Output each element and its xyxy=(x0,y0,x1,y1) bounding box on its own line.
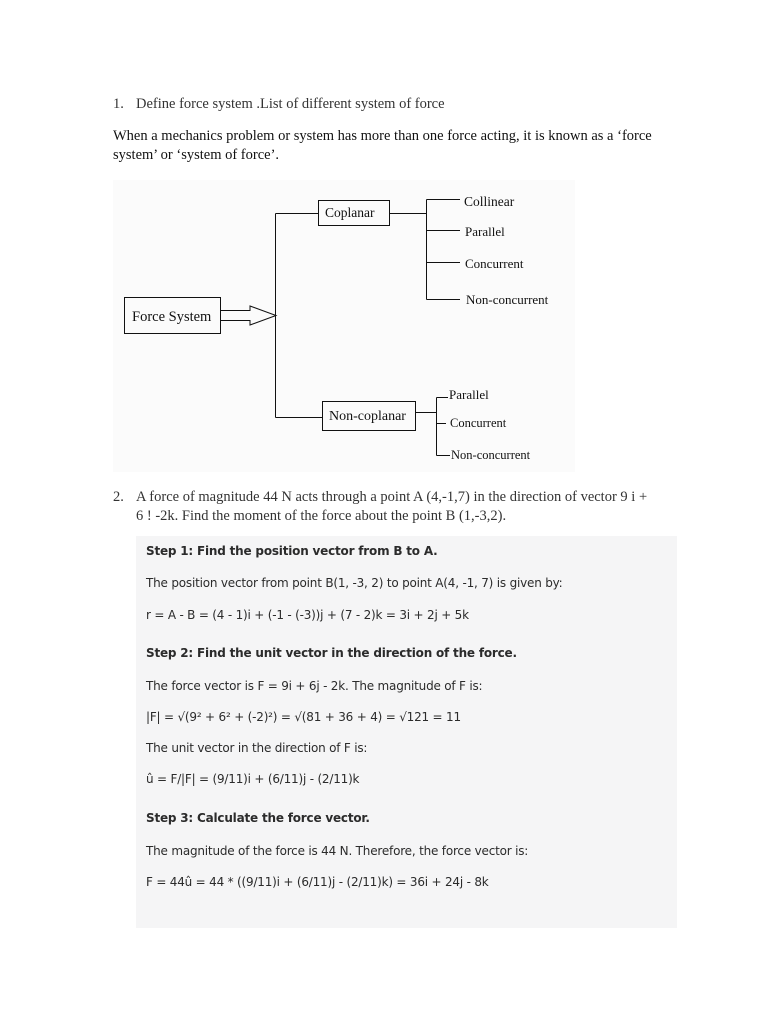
coplanar-item-parallel: Parallel xyxy=(465,224,505,239)
solution-background-strip xyxy=(586,536,677,928)
coplanar-item-concurrent: Concurrent xyxy=(465,256,524,271)
answer-1-line-1: When a mechanics problem or system has more than one force acting, it is known as a ‘force xyxy=(113,128,652,144)
noncoplanar-label: Non-coplanar xyxy=(329,409,406,424)
step-2-title: Step 2: Find the unit vector in the direction of the force. xyxy=(146,646,517,660)
step-1-title: Step 1: Find the position vector from B to A. xyxy=(146,544,438,558)
step-2-text-2: The unit vector in the direction of F is: xyxy=(146,741,368,755)
step-1-text: The position vector from point B(1, -3, 2) to point A(4, -1, 7) is given by: xyxy=(146,576,563,590)
step-2-text: The force vector is F = 9i + 6j - 2k. The magnitude of F is: xyxy=(146,679,483,693)
question-1-number: 1. xyxy=(113,96,124,112)
solution-block xyxy=(136,536,586,898)
coplanar-item-nonconcurrent: Non-concurrent xyxy=(466,292,549,307)
step-3-title: Step 3: Calculate the force vector. xyxy=(146,811,370,825)
question-1-title: Define force system .List of different system of force xyxy=(136,96,445,112)
step-3-equation: F = 44û = 44 * ((9/11)i + (6/11)j - (2/11)k) = 36i + 24j - 8k xyxy=(146,875,489,889)
step-2-equation: |F| = √(9² + 6² + (-2)²) = √(81 + 36 + 4) = √121 = 11 xyxy=(146,710,461,724)
question-2-line-2: 6 ! -2k. Find the moment of the force about the point B (1,-3,2). xyxy=(136,508,507,524)
coplanar-label: Coplanar xyxy=(325,205,375,220)
question-2-number: 2. xyxy=(113,489,124,505)
root-arrow xyxy=(221,306,277,325)
coplanar-item-collinear: Collinear xyxy=(464,194,515,209)
step-1-equation: r = A - B = (4 - 1)i + (-1 - (-3))j + (7 - 2)k = 3i + 2j + 5k xyxy=(146,608,469,622)
question-2-line-1: A force of magnitude 44 N acts through a point A (4,-1,7) in the direction of vector 9 i + xyxy=(136,489,648,505)
answer-1-line-2: system’ or ‘system of force’. xyxy=(113,147,280,163)
solution-background-bottom xyxy=(136,898,677,928)
root-label: Force System xyxy=(132,309,212,325)
step-2-equation-2: û = F/|F| = (9/11)i + (6/11)j - (2/11)k xyxy=(146,772,360,786)
noncoplanar-item-nonconcurrent: Non-concurrent xyxy=(451,448,531,462)
noncoplanar-item-concurrent: Concurrent xyxy=(450,416,507,430)
step-3-text: The magnitude of the force is 44 N. Therefore, the force vector is: xyxy=(146,844,529,858)
noncoplanar-item-parallel: Parallel xyxy=(449,387,489,402)
